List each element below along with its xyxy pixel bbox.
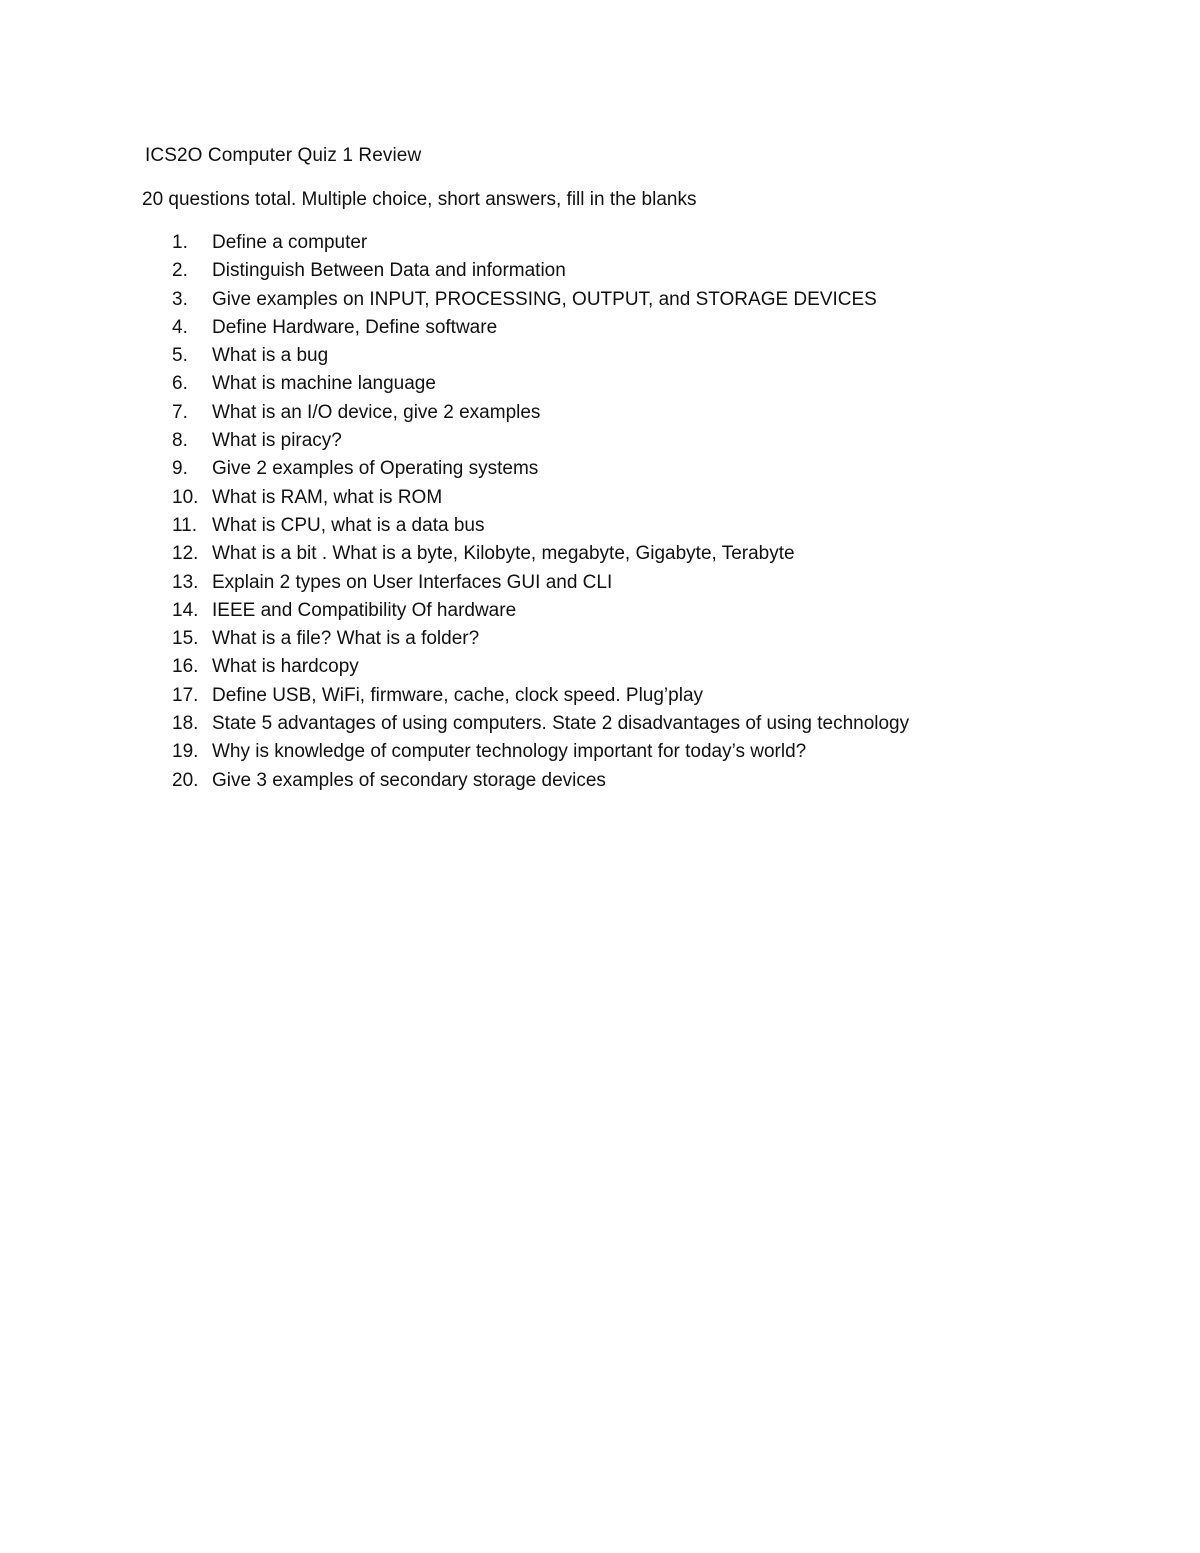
question-number: 17.	[172, 684, 199, 706]
question-text: Why is knowledge of computer technology important for today’s world?	[212, 741, 807, 763]
question-text: Explain 2 types on User Interfaces GUI and CLI	[212, 571, 613, 593]
question-number: 10.	[172, 486, 199, 508]
question-text: Give 2 examples of Operating systems	[212, 458, 539, 480]
document-intro: 20 questions total. Multiple choice, short answers, fill in the blanks	[142, 189, 697, 210]
question-text: What is a bit . What is a byte, Kilobyte, megabyte, Gigabyte, Terabyte	[212, 543, 795, 565]
question-text: Distinguish Between Data and information	[212, 260, 566, 282]
question-text: Define USB, WiFi, firmware, cache, clock speed. Plug’play	[212, 684, 704, 706]
question-number: 12.	[172, 543, 199, 565]
question-text: What is machine language	[212, 373, 436, 395]
question-text: Define Hardware, Define software	[212, 316, 498, 338]
question-number: 8.	[172, 430, 188, 452]
question-text: What is a file? What is a folder?	[212, 628, 480, 650]
question-text: What is CPU, what is a data bus	[212, 514, 485, 536]
question-number: 5.	[172, 345, 188, 367]
question-number: 16.	[172, 656, 199, 678]
question-number: 3.	[172, 288, 188, 310]
question-text: What is a bug	[212, 345, 329, 367]
question-text: IEEE and Compatibility Of hardware	[212, 599, 517, 621]
question-text: Give 3 examples of secondary storage devices	[212, 769, 606, 791]
question-number: 18.	[172, 713, 199, 735]
question-number: 7.	[172, 401, 188, 423]
question-number: 2.	[172, 260, 188, 282]
question-text: What is an I/O device, give 2 examples	[212, 401, 541, 423]
question-text: What is RAM, what is ROM	[212, 486, 443, 508]
question-number: 15.	[172, 628, 199, 650]
question-text: Define a computer	[212, 232, 368, 253]
document-title: ICS2O Computer Quiz 1 Review	[145, 145, 422, 166]
question-text: What is hardcopy	[212, 656, 359, 678]
question-text: What is piracy?	[212, 430, 342, 452]
question-number: 1.	[172, 232, 188, 253]
question-number: 11.	[172, 514, 198, 536]
question-number: 9.	[172, 458, 188, 480]
question-number: 20.	[172, 769, 199, 791]
question-text: State 5 advantages of using computers. State 2 disadvantages of using technology	[212, 713, 910, 735]
question-number: 4.	[172, 316, 188, 338]
question-text: Give examples on INPUT, PROCESSING, OUTPUT, and STORAGE DEVICES	[212, 288, 877, 310]
question-number: 14.	[172, 599, 199, 621]
question-number: 6.	[172, 373, 188, 395]
question-number: 19.	[172, 741, 199, 763]
question-number: 13.	[172, 571, 199, 593]
